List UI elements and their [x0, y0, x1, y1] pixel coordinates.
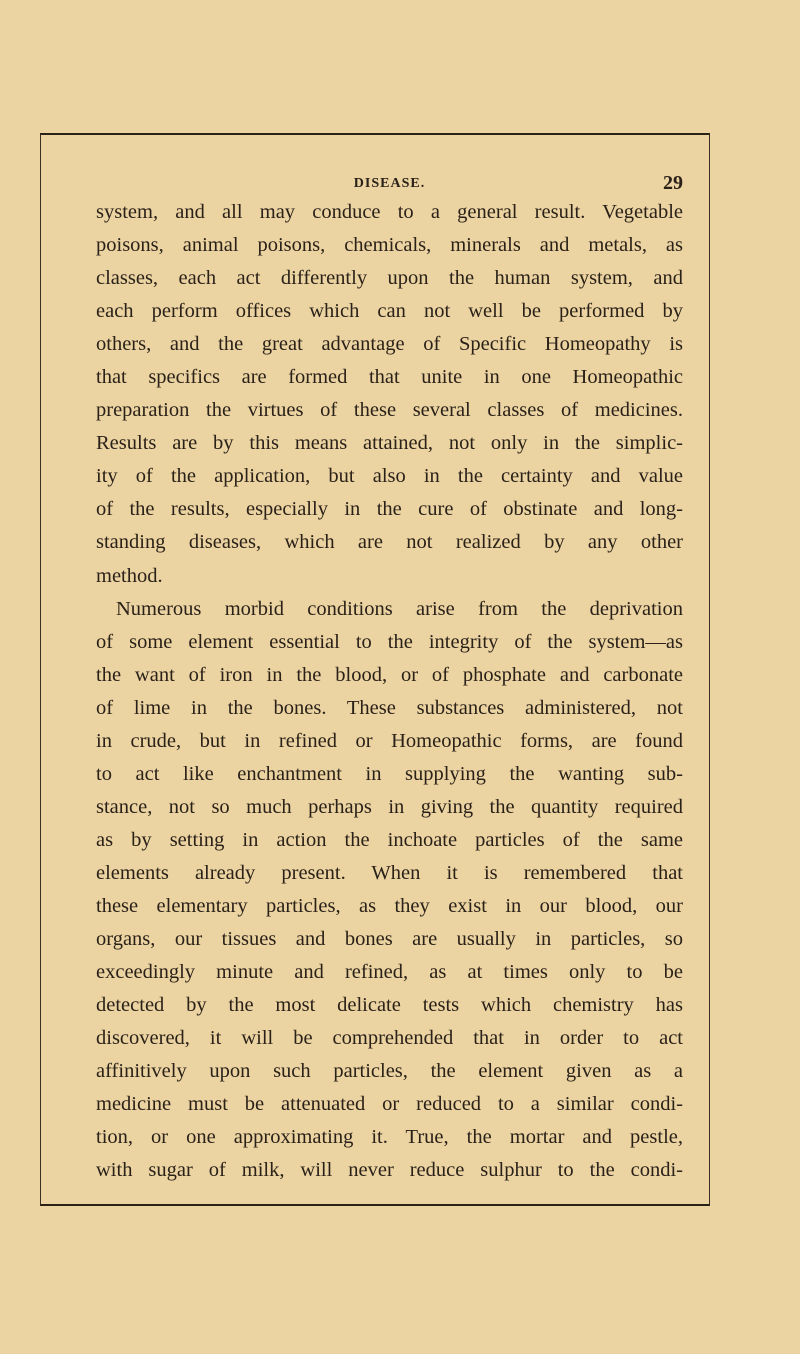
text-line: of lime in the bones. These substances administered, not: [96, 696, 683, 719]
text-line: that specifics are formed that unite in one Homeopathic: [96, 366, 683, 389]
text-line: Results are by this means attained, not only in the simplic-: [96, 432, 683, 455]
text-line: Numerous morbid conditions arise from the deprivation: [116, 597, 683, 620]
page-number: 29: [663, 172, 683, 194]
text-line: these elementary particles, as they exist in our blood, our: [96, 894, 683, 917]
text-line: elements already present. When it is remembered that: [96, 861, 683, 884]
running-title: DISEASE.: [353, 176, 426, 191]
page-header: [96, 172, 683, 196]
text-line: each perform offices which can not well be performed by: [96, 300, 683, 323]
text-line: affinitively upon such particles, the element given as a: [96, 1060, 683, 1083]
text-line: the want of iron in the blood, or of phosphate and carbonate: [96, 663, 683, 686]
text-line: poisons, animal poisons, chemicals, minerals and metals, as: [96, 234, 683, 257]
text-line: preparation the virtues of these several classes of medicines.: [96, 399, 683, 422]
text-line: tion, or one approximating it. True, the mortar and pestle,: [96, 1126, 683, 1149]
text-line: medicine must be attenuated or reduced to a similar condi-: [96, 1093, 683, 1116]
text-line: detected by the most delicate tests which chemistry has: [96, 994, 683, 1017]
text-line: of some element essential to the integrity of the system—as: [96, 630, 683, 653]
text-line: ity of the application, but also in the certainty and value: [96, 465, 683, 488]
text-line: classes, each act differently upon the human system, and: [96, 267, 683, 290]
text-line: to act like enchantment in supplying the wanting sub-: [96, 762, 683, 785]
text-line: method.: [96, 564, 163, 587]
text-line: of the results, especially in the cure of obstinate and long-: [96, 498, 683, 521]
text-line: others, and the great advantage of Specific Homeopathy is: [96, 333, 683, 356]
text-line: exceedingly minute and refined, as at times only to be: [96, 961, 683, 984]
text-line: discovered, it will be comprehended that in order to act: [96, 1027, 683, 1050]
text-line: with sugar of milk, will never reduce sulphur to the condi-: [96, 1159, 683, 1182]
text-line: standing diseases, which are not realized by any other: [96, 531, 683, 554]
text-line: system, and all may conduce to a general result. Vegetable: [96, 201, 683, 223]
page-body-text: [96, 196, 683, 1187]
text-line: in crude, but in refined or Homeopathic forms, are found: [96, 729, 683, 752]
text-line: organs, our tissues and bones are usually in particles, so: [96, 928, 683, 951]
text-line: stance, not so much perhaps in giving the quantity required: [96, 795, 683, 818]
text-line: as by setting in action the inchoate particles of the same: [96, 828, 683, 851]
